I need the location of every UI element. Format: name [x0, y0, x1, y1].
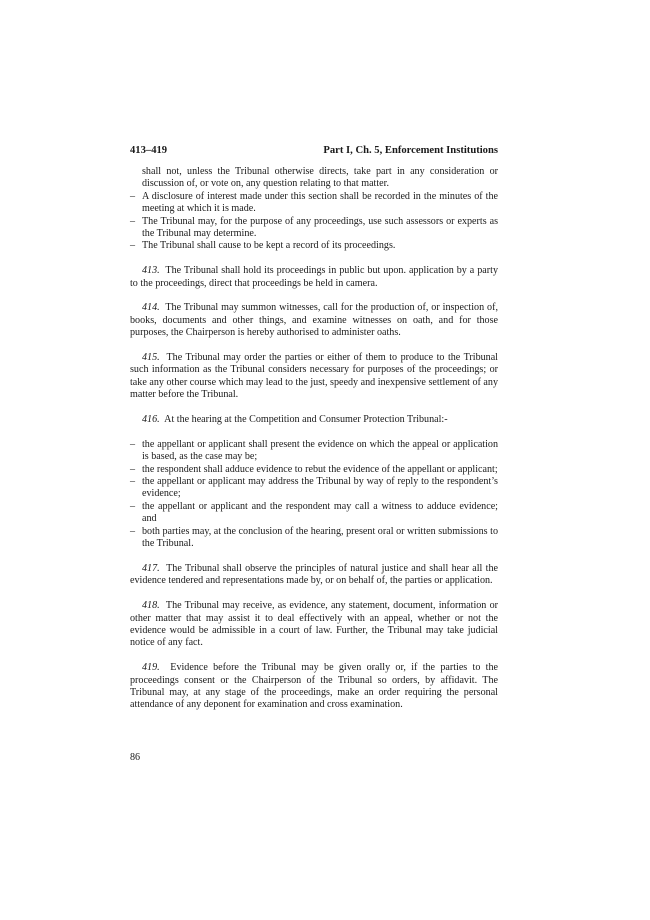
header-section-range: 413–419: [130, 145, 168, 156]
section-414: [130, 302, 498, 339]
paragraph-gap: [130, 588, 498, 600]
paragraph-gap: [130, 402, 498, 414]
section-text: The Tribunal shall observe the principles of natural justice and shall hear all the evidence tendered and representations made by, or on behalf of, the parties or application.: [130, 562, 498, 587]
section-text: The Tribunal shall hold its proceedings in public but upon. application by a party to the proceedings, direct that proceedings be held in camera.: [130, 265, 498, 289]
section-417: [130, 563, 498, 588]
list-item: [130, 501, 498, 526]
list-item-text: the appellant or applicant and the respondent may call a witness to adduce evidence; and: [142, 500, 498, 525]
paragraph-gap: [130, 426, 498, 438]
list-dash: –: [130, 215, 136, 227]
paragraph-gap: [130, 340, 498, 352]
list-item-text: The Tribunal may, for the purpose of any proceedings, use such assessors or experts as the Tribunal may determine.: [142, 215, 498, 240]
list-item-text: both parties may, at the conclusion of the hearing, present oral or written submissions to the Tribunal.: [142, 525, 498, 550]
section-number: 416.: [142, 414, 160, 426]
section-text: The Tribunal may summon witnesses, call for the production of, or inspection of, books, documents and other things, and examine witnesses on oath, and for those purposes, the Chairperson is hereby authorised to administer oaths.: [130, 302, 498, 339]
section-number: 413.: [142, 265, 160, 277]
section-416: [130, 414, 498, 426]
section-number: 419.: [142, 662, 160, 674]
header-chapter-title: Part I, Ch. 5, Enforcement Institutions: [323, 145, 498, 156]
list-item-text: the appellant or applicant shall present the evidence on which the appeal or application is based, as the case may be;: [142, 438, 498, 463]
list-item: [130, 526, 498, 551]
list-item: [130, 476, 498, 501]
list-item: [130, 439, 498, 464]
paragraph-gap: [130, 253, 498, 265]
section-text: The Tribunal may order the parties or either of them to produce to the Tribunal such information as the Tribunal considers necessary for purposes of the proceedings; or take any other course which may lead to the just, speedy and inexpensive settlement of any matter before the Tribunal.: [130, 352, 498, 401]
section-413: [130, 265, 498, 290]
list-item: [130, 464, 498, 476]
paragraph-gap: [130, 650, 498, 662]
page-number: 86: [130, 752, 141, 763]
list-item-text: the appellant or applicant may address the Tribunal by way of reply to the respondent’s evidence;: [142, 476, 498, 500]
list-dash: –: [130, 190, 136, 202]
list-dash: –: [130, 525, 136, 537]
list-dash: –: [130, 438, 136, 450]
continuation-text: shall not, unless the Tribunal otherwise directs, take part in any consideration or discussion of, or vote on, any question relating to that matter.: [142, 166, 498, 190]
list-dash: –: [130, 476, 136, 488]
list-dash: –: [130, 500, 136, 512]
section-418: [130, 600, 498, 650]
body-text: [130, 166, 498, 712]
list-item: [130, 240, 498, 252]
section-text: Evidence before the Tribunal may be given orally or, if the parties to the proceedings consent or the Chairperson of the Tribunal so orders, by affidavit. The Tribunal may, at any stage of the proceedings, make an order requiring the personal attendance of any deponent for examination and cross examination.: [130, 662, 499, 711]
section-text: The Tribunal may receive, as evidence, any statement, document, information or other matter that may assist it to deal effectively with an appeal, whether or not the evidence would be admissible in a court of law. Further, the Tribunal may take judicial notice of any fact.: [130, 600, 498, 649]
list-item: [130, 191, 498, 216]
section-number: 417.: [142, 562, 160, 574]
section-number: 414.: [142, 302, 160, 314]
list-item: [130, 216, 498, 241]
section-number: 418.: [142, 600, 160, 612]
paragraph-gap: [130, 290, 498, 302]
section-text: At the hearing at the Competition and Consumer Protection Tribunal:-: [164, 414, 448, 426]
section-number: 415.: [142, 352, 160, 364]
list-item-text: the respondent shall adduce evidence to rebut the evidence of the appellant or applicant;: [142, 463, 498, 475]
running-header: [130, 144, 498, 157]
list-item-text: A disclosure of interest made under this section shall be recorded in the minutes of the meeting at which it is made.: [142, 190, 498, 215]
list-dash: –: [130, 240, 136, 252]
list-item-text: The Tribunal shall cause to be kept a record of its proceedings.: [142, 240, 396, 252]
paragraph-gap: [130, 551, 498, 563]
list-dash: –: [130, 463, 136, 475]
section-419: [130, 662, 498, 712]
section-415: [130, 352, 498, 402]
